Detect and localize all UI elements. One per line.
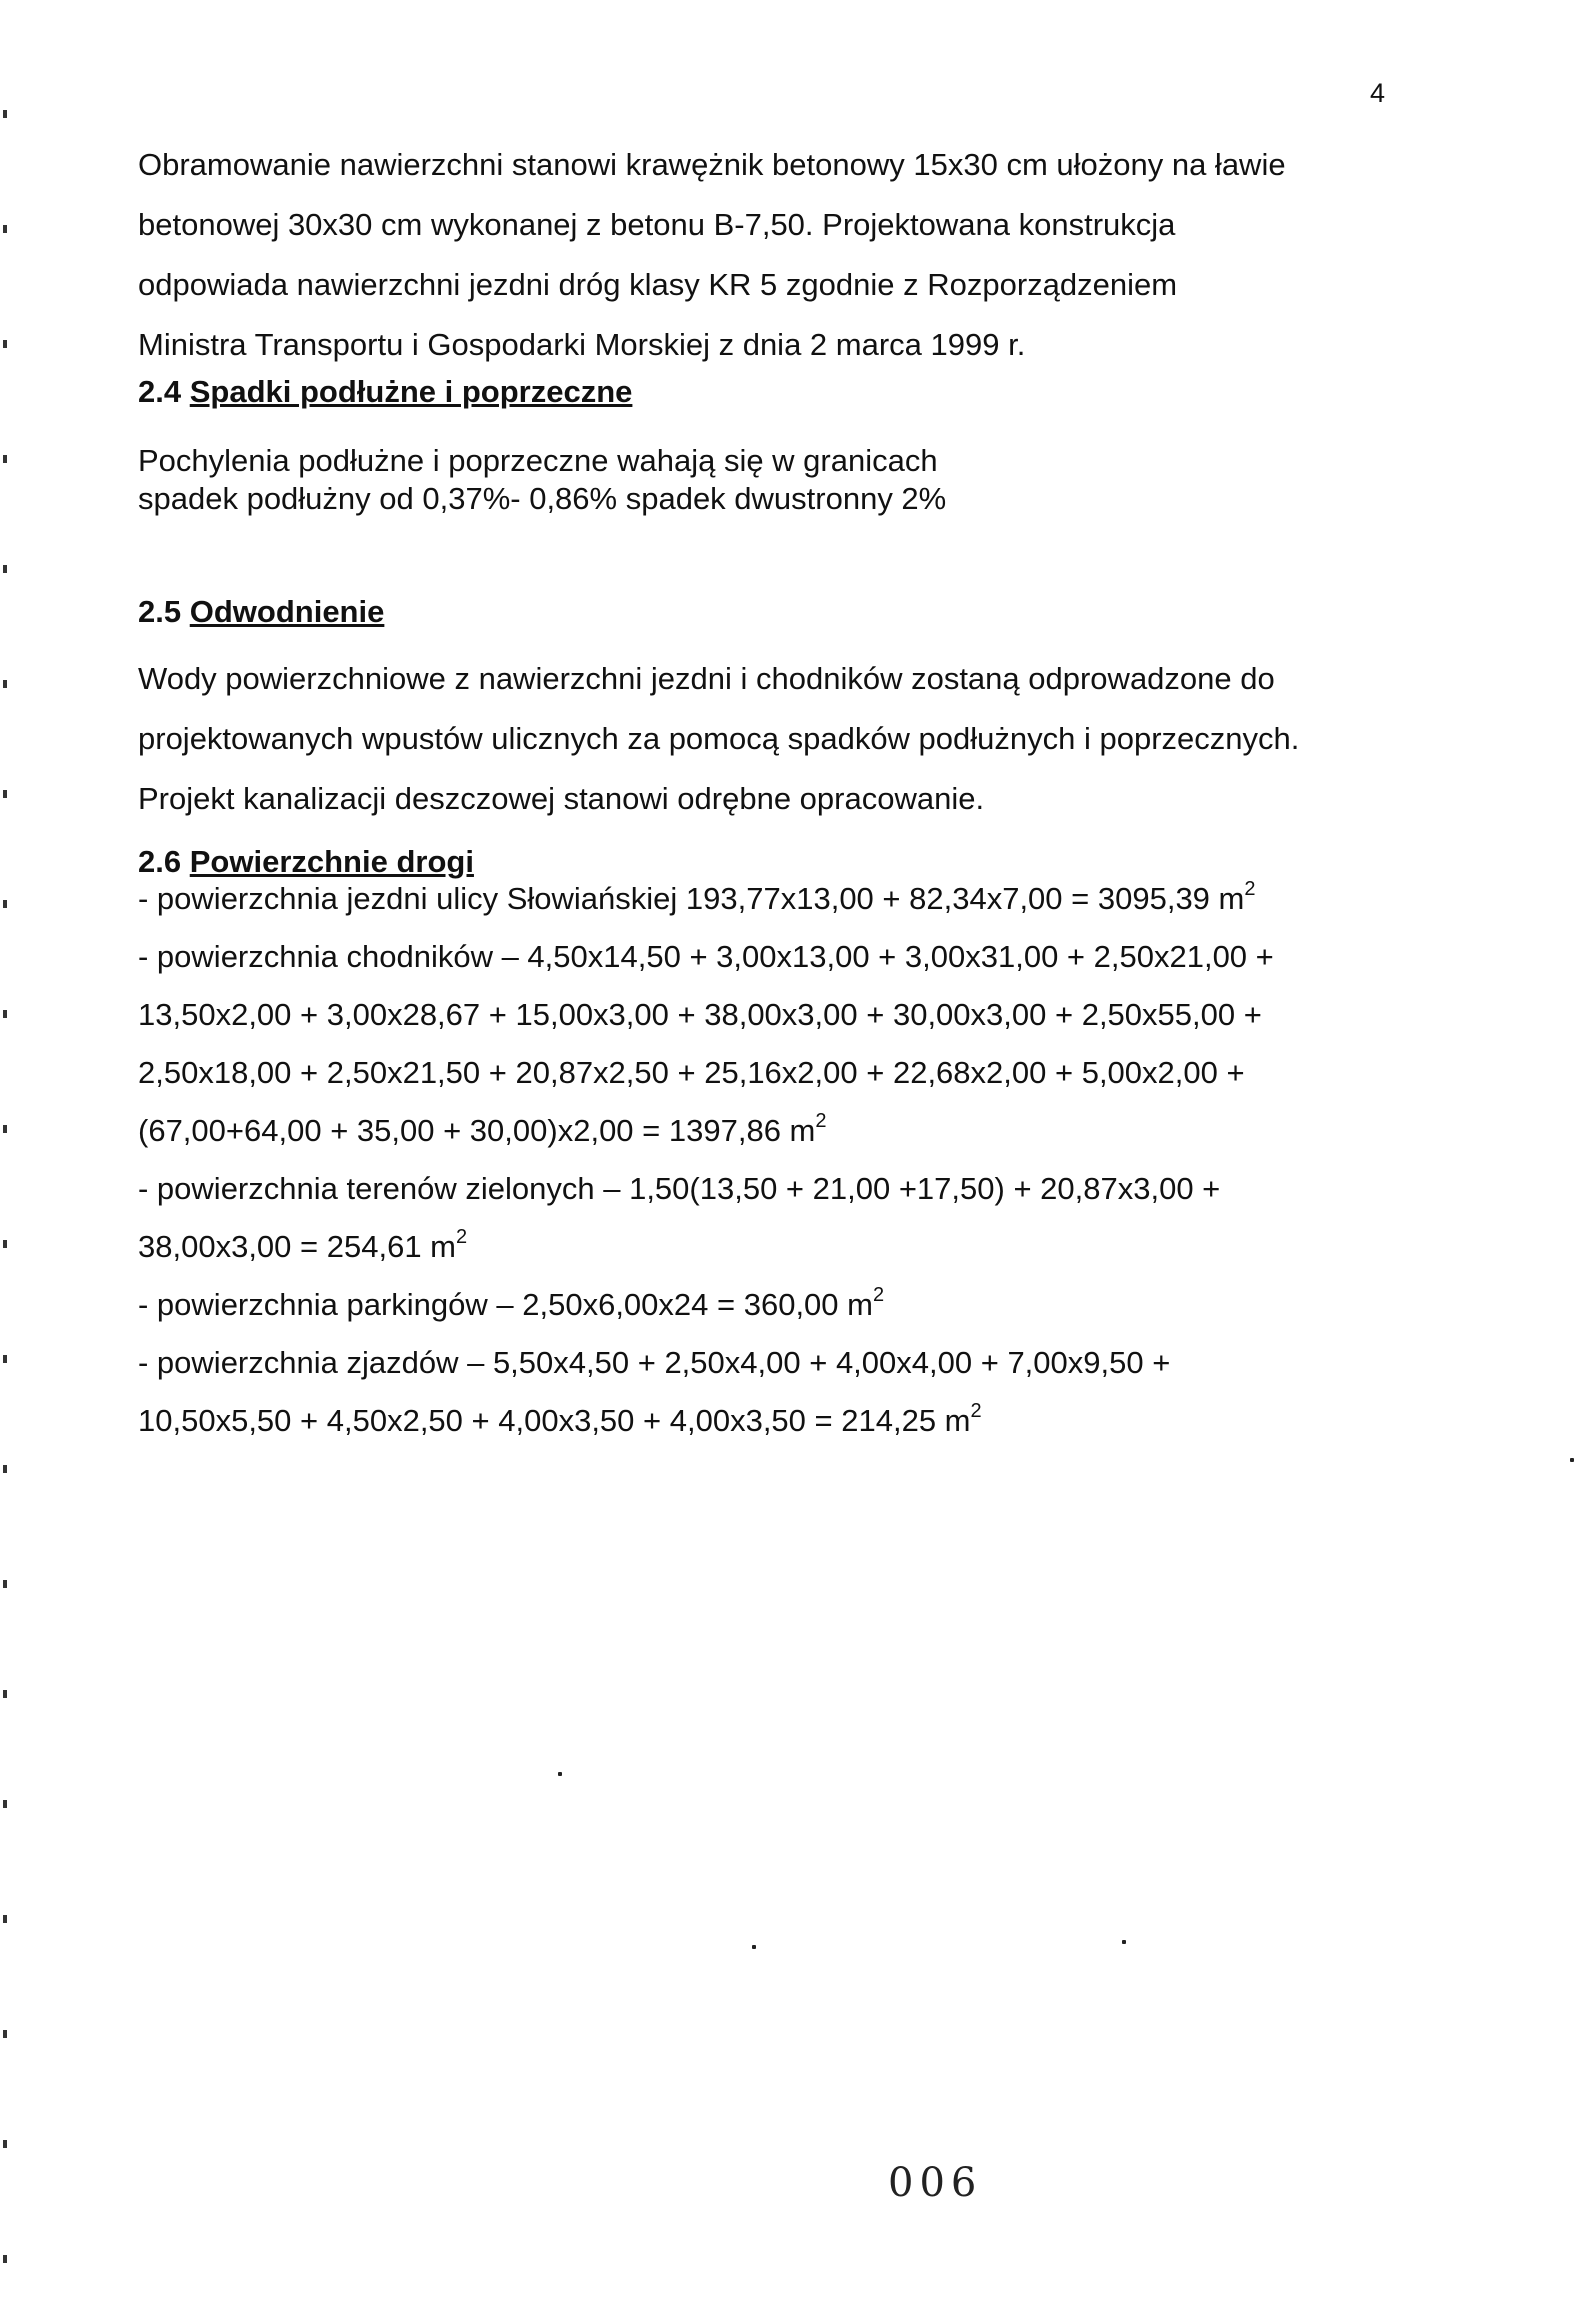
text-line: Obramowanie nawierzchni stanowi krawężnik betonowy 15x30 cm ułożony na ławie: [138, 147, 1286, 182]
section-heading-2-4: [138, 374, 1398, 410]
area-line-sidewalks-total: (67,00+64,00 + 35,00 + 30,00)x2,00 = 1397,86 $m^2$: [138, 1110, 827, 1148]
scan-dot: [558, 1772, 562, 1776]
section-number: 2.6: [138, 844, 182, 879]
superscript: 2: [815, 1110, 827, 1132]
scan-mark: [3, 1915, 7, 1923]
section-number: 2.4: [138, 374, 182, 409]
area-line-driveways-total: 10,50x5,50 + 4,50x2,50 + 4,00x3,50 + 4,00x3,50 = 214,25 $m^2$: [138, 1400, 982, 1438]
scan-dot: [1570, 1458, 1574, 1462]
section-heading-2-5: [138, 594, 1398, 630]
scan-mark: [3, 225, 7, 233]
text-line: Projekt kanalizacji deszczowej stanowi odrębne opracowanie.: [138, 781, 985, 816]
superscript: 2: [970, 1400, 982, 1422]
superscript: 2: [456, 1226, 468, 1248]
area-line-roadway: - powierzchnia jezdni ulicy Słowiańskiej 193,77x13,00 + 82,34x7,00 = 3095,39 $m^2$: [138, 878, 1256, 916]
section-title: Powierzchnie drogi: [189, 844, 474, 879]
scan-mark: [3, 1125, 7, 1133]
scan-mark: [3, 2255, 7, 2263]
section-body-2-4: [138, 443, 1398, 516]
area-line-sidewalks-cont: 2,50x18,00 + 2,50x21,50 + 20,87x2,50 + 25,16x2,00 + 22,68x2,00 + 5,00x2,00 +: [138, 1055, 1245, 1090]
area-line-parking: - powierzchnia parkingów – 2,50x6,00x24 = 360,00 $m^2$: [138, 1284, 885, 1322]
scan-mark: [3, 1240, 7, 1248]
scan-dot: [1122, 1940, 1126, 1944]
scan-mark: [3, 1800, 7, 1808]
superscript: 2: [872, 1284, 885, 1306]
section-heading-2-6: [138, 844, 1398, 880]
text-line: spadek podłużny od 0,37%- 0,86% spadek dwustronny 2%: [138, 481, 947, 516]
document-body: [138, 147, 1398, 1464]
section-number: 2.5: [138, 594, 182, 629]
superscript: 2: [1244, 878, 1256, 900]
area-line-sidewalks: - powierzchnia chodników – 4,50x14,50 + 3,00x13,00 + 3,00x31,00 + 2,50x21,00 +: [138, 939, 1274, 974]
section-title: Spadki podłużne i poprzeczne: [189, 374, 633, 409]
scan-mark: [3, 2140, 7, 2148]
section-title: Odwodnienie: [189, 594, 385, 629]
scan-mark: [3, 1690, 7, 1698]
scan-dot: [752, 1945, 756, 1949]
paragraph-surface-edging: [138, 147, 1398, 362]
scan-mark: [3, 455, 7, 463]
scan-mark: [3, 2030, 7, 2038]
scan-mark: [3, 340, 7, 348]
footer-page-stamp: 006: [888, 2160, 983, 2206]
area-line-sidewalks-cont: 13,50x2,00 + 3,00x28,67 + 15,00x3,00 + 38,00x3,00 + 30,00x3,00 + 2,50x55,00 +: [138, 997, 1262, 1032]
text-line: betonowej 30x30 cm wykonanej z betonu B-7,50. Projektowana konstrukcja: [138, 207, 1176, 242]
page-number: 4: [1370, 78, 1386, 108]
scan-mark: [3, 790, 7, 798]
section-body-2-6: [138, 878, 1398, 1438]
scan-mark: [3, 1465, 7, 1473]
area-line-driveways: - powierzchnia zjazdów – 5,50x4,50 + 2,50x4,00 + 4,00x4,00 + 7,00x9,50 +: [138, 1345, 1171, 1380]
section-body-2-5: [138, 661, 1398, 816]
scan-mark: [3, 1580, 7, 1588]
text-line: projektowanych wpustów ulicznych za pomocą spadków podłużnych i poprzecznych.: [138, 721, 1300, 756]
scan-mark: [3, 565, 7, 573]
area-line-green-total: 38,00x3,00 = 254,61 $m^2$: [138, 1226, 468, 1264]
text-line: odpowiada nawierzchni jezdni dróg klasy KR 5 zgodnie z Rozporządzeniem: [138, 267, 1178, 302]
text-line: Pochylenia podłużne i poprzeczne wahają się w granicach: [138, 443, 938, 478]
area-line-green: - powierzchnia terenów zielonych – 1,50(13,50 + 21,00 +17,50) + 20,87x3,00 +: [138, 1171, 1221, 1206]
scan-mark: [3, 1010, 7, 1018]
scan-mark: [3, 680, 7, 688]
scan-mark: [3, 110, 7, 118]
scan-mark: [3, 1355, 7, 1363]
text-line: Ministra Transportu i Gospodarki Morskiej z dnia 2 marca 1999 r.: [138, 327, 1026, 362]
scan-mark: [3, 900, 7, 908]
text-line: Wody powierzchniowe z nawierzchni jezdni i chodników zostaną odprowadzone do: [138, 661, 1275, 696]
